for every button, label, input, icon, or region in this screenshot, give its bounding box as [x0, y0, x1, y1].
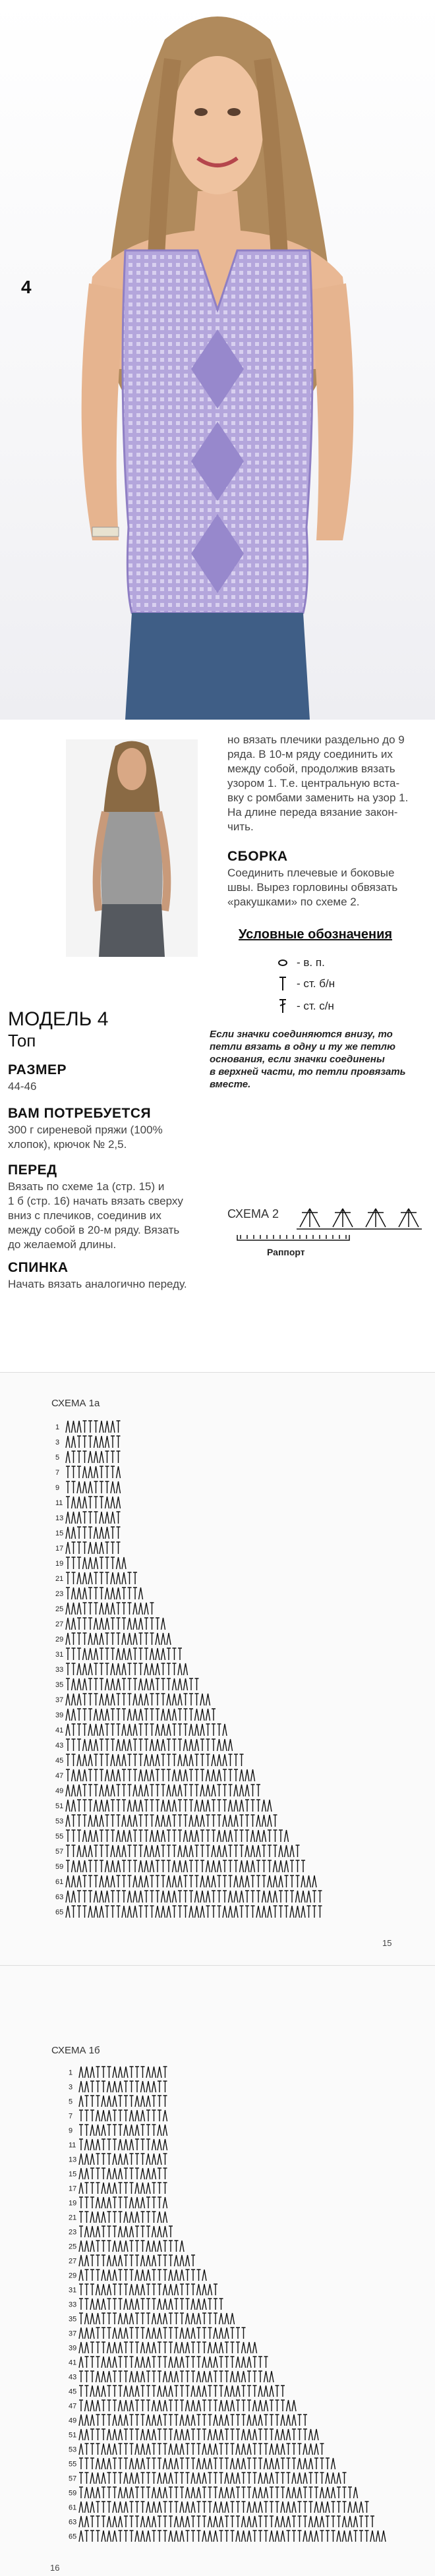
- row-number: 37: [55, 1696, 64, 1705]
- scheme-1b-chart: [0, 1966, 435, 2576]
- symbols-legend: [276, 953, 420, 1017]
- row-number: 29: [69, 2272, 77, 2280]
- model-photo-illustration: [0, 0, 435, 720]
- symbols-title: Условные обозначения: [239, 927, 393, 942]
- note-line: в верхней части, то петли провязать: [210, 1066, 406, 1077]
- front-heading: ПЕРЕД: [8, 1162, 57, 1178]
- row-number: 9: [69, 2127, 73, 2135]
- model-photo: [0, 0, 435, 720]
- row-number: 35: [55, 1681, 64, 1690]
- row-number: 51: [69, 2431, 77, 2440]
- row-number: 63: [69, 2518, 77, 2527]
- row-number: 55: [55, 1833, 64, 1841]
- row-number: 17: [69, 2185, 77, 2193]
- back-text: Начать вязать аналогично переду.: [8, 1278, 187, 1290]
- row-number: 31: [55, 1651, 64, 1659]
- back-continued-text: [227, 733, 425, 834]
- front-line: вниз с плечиков, соединив их: [8, 1209, 161, 1222]
- row-number: 17: [55, 1545, 64, 1553]
- materials-line: хлопок), крючок № 2,5.: [8, 1138, 127, 1151]
- row-number: 55: [69, 2460, 77, 2469]
- row-number: 49: [69, 2417, 77, 2425]
- front-text: [8, 1180, 212, 1252]
- row-number: 63: [55, 1893, 64, 1902]
- chain-stitch-icon: [276, 956, 290, 970]
- symbol-label: - ст. с/н: [297, 1000, 334, 1012]
- model-subtitle: Топ: [8, 1031, 36, 1050]
- symbol-label: - в. п.: [297, 956, 325, 969]
- row-number: 65: [69, 2533, 77, 2541]
- row-number: 13: [69, 2156, 77, 2164]
- note-line: петли вязать в одну и ту же петлю: [210, 1041, 395, 1052]
- row-number: 27: [55, 1620, 64, 1629]
- row-number: 51: [55, 1802, 64, 1811]
- row-number: 1: [69, 2069, 73, 2077]
- row-number: 21: [55, 1575, 64, 1584]
- row-number: 47: [69, 2402, 77, 2411]
- scheme-1a-panel: [0, 1372, 435, 1966]
- front-line: между собой в 20-м ряду. Вязать: [8, 1224, 180, 1236]
- size-heading: РАЗМЕР: [8, 1062, 67, 1077]
- row-number: 7: [55, 1469, 60, 1477]
- row-number: 47: [55, 1772, 64, 1781]
- row-number: 35: [69, 2315, 77, 2324]
- front-line: Вязать по схеме 1а (стр. 15) и: [8, 1180, 165, 1193]
- row-number: 15: [69, 2170, 77, 2179]
- row-number: 33: [69, 2301, 77, 2309]
- row-number: 7: [69, 2112, 73, 2121]
- materials-text: [8, 1123, 206, 1152]
- row-number: 21: [69, 2214, 77, 2222]
- row-number: 53: [55, 1818, 64, 1826]
- continued-line: На длине переда вязание закон-: [227, 806, 398, 818]
- row-number: 25: [55, 1605, 64, 1614]
- row-number: 43: [55, 1742, 64, 1750]
- row-number: 11: [69, 2141, 76, 2150]
- row-number: 61: [55, 1878, 64, 1887]
- assembly-line: швы. Вырез горловины обвязать: [227, 881, 398, 894]
- model-number: 4: [21, 277, 32, 297]
- row-number: 13: [55, 1514, 64, 1523]
- scheme2-diagram: [297, 1205, 422, 1231]
- row-number: 23: [55, 1590, 64, 1599]
- row-number: 57: [55, 1848, 64, 1856]
- row-number: 11: [55, 1499, 63, 1508]
- assembly-line: «ракушками» по схеме 2.: [227, 896, 360, 908]
- model-title: МОДЕЛЬ 4: [8, 1008, 109, 1030]
- row-number: 1: [55, 1423, 60, 1432]
- row-number: 57: [69, 2475, 77, 2483]
- symbol-row: [276, 995, 420, 1017]
- row-number: 37: [69, 2330, 77, 2338]
- materials-line: 300 г сиреневой пряжи (100%: [8, 1124, 163, 1136]
- symbol-row: [276, 973, 420, 995]
- row-number: 45: [55, 1757, 64, 1765]
- scheme-1b-title: СХЕМА 1б: [51, 2045, 100, 2056]
- row-number: 23: [69, 2228, 77, 2237]
- row-number: 5: [69, 2098, 73, 2106]
- row-number: 33: [55, 1666, 64, 1674]
- symbol-row: [276, 953, 420, 973]
- scheme-1a-chart: [0, 1373, 435, 1966]
- front-line: до желаемой длины.: [8, 1238, 117, 1251]
- row-number: 29: [55, 1636, 64, 1644]
- pattern-description: [0, 720, 435, 1372]
- scheme-1a-page-number: 15: [382, 1938, 392, 1948]
- materials-heading: ВАМ ПОТРЕБУЕТСЯ: [8, 1106, 152, 1121]
- assembly-text: [227, 866, 425, 909]
- assembly-heading: СБОРКА: [227, 849, 288, 864]
- row-number: 25: [69, 2243, 77, 2251]
- row-number: 31: [69, 2286, 77, 2295]
- row-number: 43: [69, 2373, 77, 2382]
- stitch-grid: [66, 1421, 322, 1918]
- row-number: 59: [69, 2489, 77, 2498]
- rapport-label: Раппорт: [267, 1247, 305, 1257]
- note-line: основания, если значки соединены: [210, 1054, 385, 1065]
- row-number: 59: [55, 1863, 64, 1872]
- symbol-label: - ст. б/н: [297, 977, 335, 990]
- small-model-photo: [66, 739, 198, 957]
- scheme-1b-page-number: 16: [50, 2563, 60, 2573]
- stitch-grid: [79, 2067, 386, 2542]
- continued-line: вку с ромбами заменить на узор 1.: [227, 791, 409, 804]
- row-number: 9: [55, 1484, 60, 1493]
- double-crochet-icon: [276, 975, 290, 992]
- scheme-1b-panel: [0, 1965, 435, 2576]
- note-line: вместе.: [210, 1079, 251, 1090]
- row-number: 19: [55, 1560, 64, 1568]
- size-value: 44-46: [8, 1080, 37, 1093]
- row-number: 49: [55, 1787, 64, 1796]
- assembly-line: Соединить плечевые и боковые: [227, 867, 395, 879]
- symbols-note: [210, 1028, 427, 1091]
- continued-line: чить.: [227, 820, 254, 833]
- row-number: 3: [69, 2083, 73, 2092]
- scheme-1a-title: СХЕМА 1а: [51, 1398, 100, 1409]
- continued-line: узором 1. Т.е. центральную вста-: [227, 777, 400, 789]
- row-number: 27: [69, 2257, 77, 2266]
- row-number: 5: [55, 1454, 60, 1462]
- row-number: 61: [69, 2504, 77, 2512]
- row-number: 39: [55, 1711, 64, 1720]
- row-number: 39: [69, 2344, 77, 2353]
- back-heading: СПИНКА: [8, 1260, 69, 1275]
- row-number: 53: [69, 2446, 77, 2454]
- row-number: 65: [55, 1908, 64, 1917]
- continued-line: но вязать плечики раздельно до 9: [227, 733, 405, 746]
- continued-line: между собой, продолжив вязать: [227, 762, 395, 775]
- row-number: 15: [55, 1530, 64, 1538]
- continued-line: ряда. В 10-м ряду соединить их: [227, 748, 393, 760]
- row-number: 3: [55, 1439, 60, 1447]
- note-line: Если значки соединяются внизу, то: [210, 1029, 393, 1040]
- scheme2-title: СХЕМА 2: [227, 1207, 279, 1220]
- front-line: 1 б (стр. 16) начать вязать сверху: [8, 1195, 183, 1207]
- row-number: 19: [69, 2199, 77, 2208]
- row-number: 41: [55, 1727, 64, 1735]
- row-number: 41: [69, 2359, 77, 2367]
- treble-crochet-icon: [276, 998, 290, 1015]
- row-number: 45: [69, 2388, 77, 2396]
